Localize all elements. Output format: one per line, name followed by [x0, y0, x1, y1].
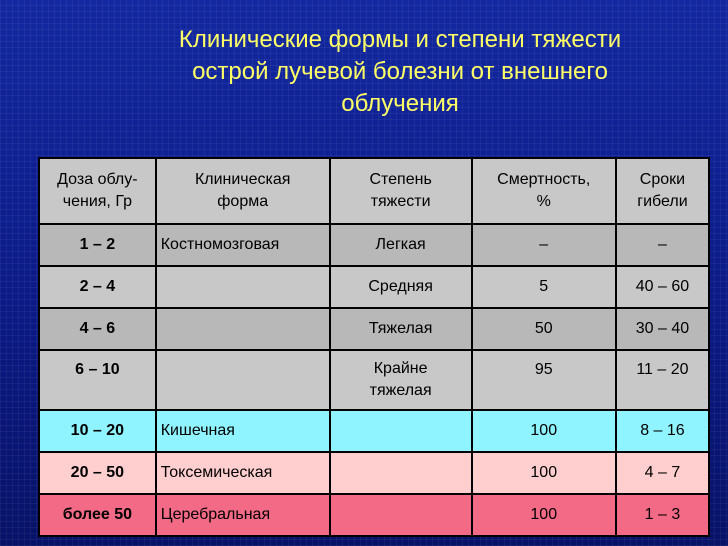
cell-death-time: –	[616, 224, 709, 266]
table-row	[39, 266, 709, 308]
header-dose: Доза облу- чения, Гр	[39, 158, 156, 224]
cell-death-time: 4 – 7	[616, 452, 709, 494]
cell-mortality: 100	[472, 452, 616, 494]
cell-mortality: 50	[472, 308, 616, 350]
cell-death-time: 1 – 3	[616, 494, 709, 536]
title-line-2: острой лучевой болезни от внешнего	[192, 58, 608, 85]
cell-mortality: 95	[472, 350, 616, 410]
cell-severity: Легкая	[330, 224, 472, 266]
table-row	[39, 350, 709, 410]
cell-form	[156, 308, 330, 350]
cell-dose: 4 – 6	[39, 308, 156, 350]
cell-form: Костномозговая	[156, 224, 330, 266]
cell-dose: 1 – 2	[39, 224, 156, 266]
cell-severity: Крайне тяжелая	[330, 350, 472, 410]
cell-mortality: –	[472, 224, 616, 266]
cell-form: Церебральная	[156, 494, 330, 536]
cell-dose: 10 – 20	[39, 410, 156, 452]
cell-severity	[330, 410, 472, 452]
header-mortality: Смертность, %	[472, 158, 616, 224]
cell-death-time: 40 – 60	[616, 266, 709, 308]
header-form: Клиническая форма	[156, 158, 330, 224]
cell-form	[156, 266, 330, 308]
cell-mortality: 5	[472, 266, 616, 308]
cell-severity: Средняя	[330, 266, 472, 308]
cell-death-time: 11 – 20	[616, 350, 709, 410]
table-row	[39, 308, 709, 350]
cell-mortality: 100	[472, 494, 616, 536]
cell-dose: более 50	[39, 494, 156, 536]
header-death-time: Сроки гибели	[616, 158, 709, 224]
table-row	[39, 410, 709, 452]
cell-dose: 2 – 4	[39, 266, 156, 308]
cell-death-time: 30 – 40	[616, 308, 709, 350]
radiation-sickness-table	[38, 157, 710, 537]
cell-death-time: 8 – 16	[616, 410, 709, 452]
cell-mortality: 100	[472, 410, 616, 452]
cell-dose: 6 – 10	[39, 350, 156, 410]
table-row	[39, 494, 709, 536]
header-severity: Степень тяжести	[330, 158, 472, 224]
table-row	[39, 452, 709, 494]
cell-form: Кишечная	[156, 410, 330, 452]
cell-dose: 20 – 50	[39, 452, 156, 494]
slide-title	[120, 24, 680, 120]
table-row	[39, 224, 709, 266]
cell-form	[156, 350, 330, 410]
cell-severity	[330, 452, 472, 494]
cell-severity: Тяжелая	[330, 308, 472, 350]
cell-severity	[330, 494, 472, 536]
title-line-1: Клинические формы и степени тяжести	[178, 26, 622, 53]
title-line-3: облучения	[341, 90, 459, 117]
table-header-row	[39, 158, 709, 224]
cell-form: Токсемическая	[156, 452, 330, 494]
